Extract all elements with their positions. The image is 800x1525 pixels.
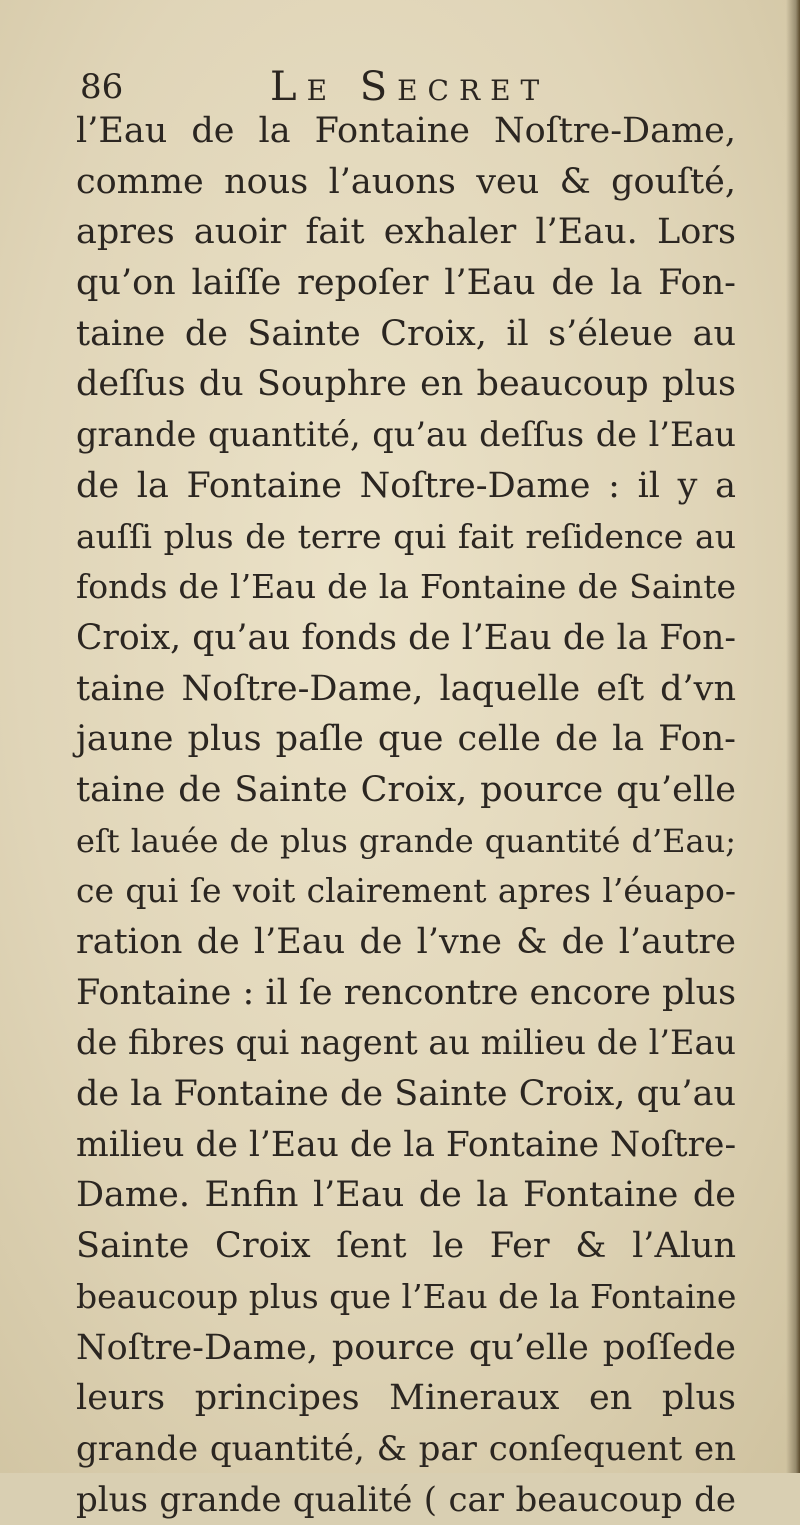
text-line: qu’on laiſſe repoſer l’Eau de la Fon- [76, 263, 736, 304]
text-line: eſt lauée de plus grande quantité d’Eau; [76, 821, 736, 860]
text-line: de la Fontaine de Sainte Croix, qu’au [76, 1074, 736, 1115]
text-line: ce qui ſe voit clairement apres l’éuapo- [76, 871, 736, 911]
text-line: Sainte Croix ſent le Fer & l’Alun [76, 1226, 736, 1267]
page-edge-shadow [786, 0, 800, 1473]
text-line: deſſus du Souphre en beaucoup plus [76, 364, 736, 405]
text-line: Croix, qu’au fonds de l’Eau de la Fon- [76, 617, 736, 658]
text-line: l’Eau de la Fontaine Noſtre-Dame, [76, 111, 736, 151]
text-line: taine Noſtre-Dame, laquelle eſt d’vn [76, 668, 736, 709]
text-line: auſſi plus de terre qui fait reſidence au [76, 516, 736, 556]
text-line: comme nous l’auons veu & gouſté, [76, 161, 736, 202]
text-line: beaucoup plus que l’Eau de la Fontaine [76, 1276, 737, 1316]
page-header [80, 62, 760, 112]
text-line: Noſtre-Dame, pource qu’elle poſſede [76, 1327, 736, 1368]
text-line: de la Fontaine Noſtre-Dame : il y a [76, 465, 736, 506]
body-text [76, 106, 736, 1525]
text-line: milieu de l’Eau de la Fontaine Noſtre- [76, 1124, 737, 1165]
text-line: plus grande qualité ( car beaucoup de [76, 1479, 736, 1520]
text-line: jaune plus paſle que celle de la Fon- [76, 719, 736, 760]
text-line: de fibres qui nagent au milieu de l’Eau [76, 1023, 736, 1063]
text-line: taine de Sainte Croix, pource qu’elle [76, 769, 736, 810]
running-title: Le Secret [270, 64, 550, 110]
text-line: apres auoir fait exhaler l’Eau. Lors [76, 212, 736, 253]
text-line: Dame. Enfin l’Eau de la Fontaine de [76, 1175, 736, 1216]
text-line: fonds de l’Eau de la Fontaine de Sainte [76, 567, 736, 607]
text-line: Fontaine : il ſe rencontre encore plus [76, 972, 737, 1013]
text-line: ration de l’Eau de l’vne & de l’autre [76, 922, 736, 962]
text-line: grande quantité, qu’au deſſus de l’Eau [76, 415, 736, 455]
text-line: taine de Sainte Croix, il s’éleue au [76, 313, 736, 354]
text-line: leurs principes Mineraux en plus [76, 1378, 736, 1419]
text-line: grande quantité, & par conſequent en [76, 1428, 736, 1469]
page-number: 86 [80, 67, 124, 107]
